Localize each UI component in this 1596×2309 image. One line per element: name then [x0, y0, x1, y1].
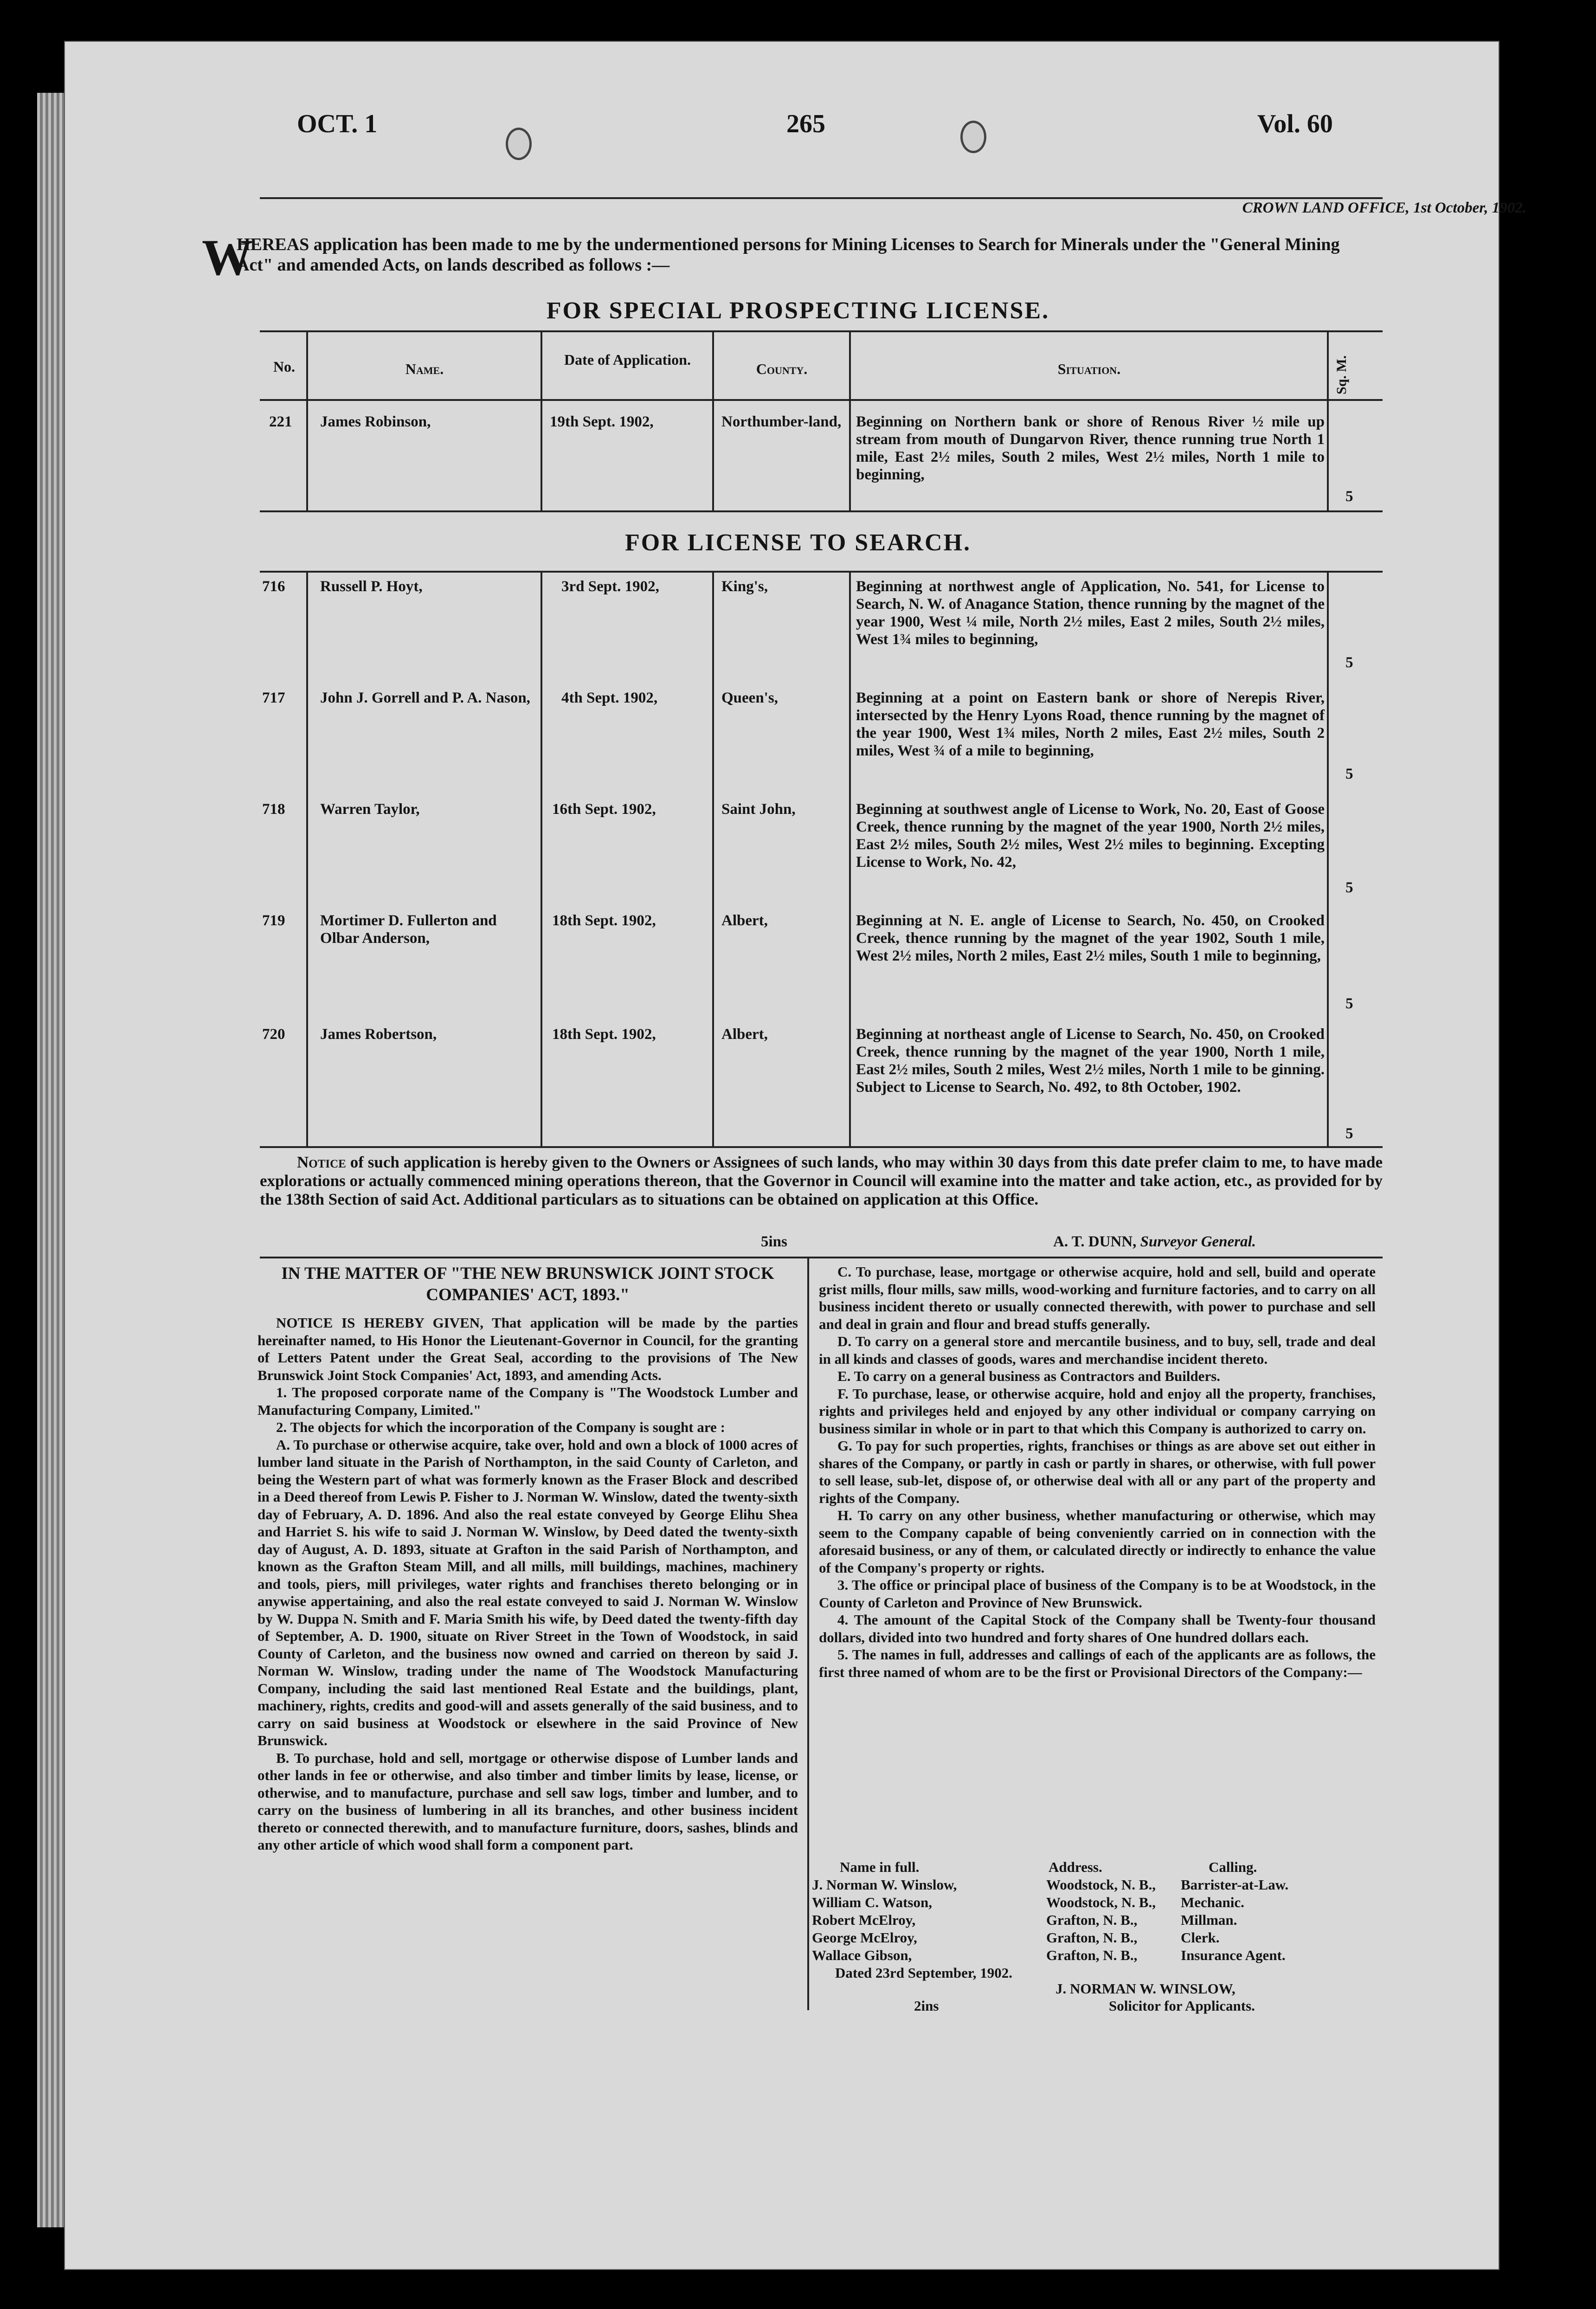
applicant-name: J. Norman W. Winslow,: [812, 1877, 957, 1893]
notice-paragraph: [260, 1153, 1383, 1209]
application-date: 18th Sept. 1902,: [552, 1026, 656, 1043]
square-miles: 5: [1345, 766, 1353, 782]
applicant-name: Russell P. Hoyt,: [320, 578, 423, 595]
situation-text: Beginning at southwest angle of License to Work, No. 20, East of Goose Creek, thence running by the magnet of the year 1900, North 2½ miles, East 2½ miles, South 2½ miles, West 2½ miles to beginning. Excepting License to Work, No. 42,: [856, 801, 1325, 871]
row-number: 221: [269, 413, 292, 430]
notice-paragraph: H. To carry on any other business, whether manufacturing or otherwise, which may seem to the Company capable of being conveniently carried on in connection with the aforesaid business, or any of them, or calculated directly or indirectly to enhance the value of the Company's property or rights.: [819, 1507, 1376, 1576]
crown-land-office-dateline: CROWN LAND OFFICE, 1st October, 1902.: [1242, 200, 1526, 216]
applicants-list: [812, 1858, 1383, 1982]
square-miles: 5: [1345, 1125, 1353, 1142]
column-rule: [712, 571, 714, 1146]
applicant-address: Grafton, N. B.,: [1046, 1929, 1138, 1946]
applicants-header-row: [812, 1858, 1383, 1876]
applicant-calling: Insurance Agent.: [1181, 1947, 1286, 1963]
square-miles: 5: [1345, 995, 1353, 1012]
solicitor-name: J. NORMAN W. WINSLOW,: [1055, 1980, 1236, 1997]
situation-text: Beginning at N. E. angle of License to Search, No. 450, on Crooked Creek, thence running by the magnet of the year 1902, South 1 mile, West 2½ miles, North 2 miles, East 2½ miles, South 1 mile to beginning,: [856, 912, 1325, 964]
applicant-calling: Millman.: [1181, 1912, 1237, 1928]
column-header-sq-m: Sq. M.: [1334, 355, 1349, 394]
notice-paragraph: 4. The amount of the Capital Stock of the Company shall be Twenty-four thousand dollars, divided into two hundred and forty shares of One hundred dollars each.: [819, 1612, 1376, 1645]
application-date: 19th Sept. 1902,: [550, 413, 654, 430]
applicant-name: William C. Watson,: [812, 1894, 932, 1910]
column-rule: [1327, 571, 1329, 1146]
notice-text: of such application is hereby given to the Owners or Assignees of such lands, who may within 30 days from this date prefer claim to me, to have made explorations or actually commenced mining operations thereon, that the Governor in Council will examine into the matter and take action, etc., as provided for by the 138th Section of said Act. Additional particulars as to situations can be obtained on application at this Office.: [260, 1153, 1383, 1208]
table-rule: [260, 1146, 1383, 1148]
county: Saint John,: [721, 801, 796, 818]
notice-paragraph: 3. The office or principal place of business of the Company is to be at Woodstock, in the County of Carleton and Province of New Brunswick.: [819, 1577, 1376, 1611]
situation-text: Beginning at northwest angle of Application, No. 541, for License to Search, N. W. of Anagance Station, thence running by the magnet of the year 1900, West ¼ mile, North 2½ miles, East 2 miles, South 2½ miles, West 1¾ miles to beginning,: [856, 578, 1325, 648]
signer-title: Surveyor General.: [1140, 1233, 1256, 1250]
applicant-name: Robert McElroy,: [812, 1912, 916, 1928]
county: Albert,: [721, 1026, 768, 1043]
company-notice-heading: IN THE MATTER OF "THE NEW BRUNSWICK JOINT STOCK COMPANIES' ACT, 1893.": [281, 1264, 774, 1304]
column-rule: [849, 330, 851, 512]
applicant-address: Woodstock, N. B.,: [1046, 1877, 1156, 1893]
county: Albert,: [721, 912, 768, 929]
header-address: Address.: [1049, 1859, 1102, 1875]
column-rule: [712, 330, 714, 512]
situation-text: Beginning at northeast angle of License to Search, No. 450, on Crooked Creek, thence running by the magnet of the year 1900, North 1 mile, East 2½ miles, South 2 miles, West 2½ miles, North 1 mile to be ginning. Subject to License to Search, No. 492, to 8th October, 1902.: [856, 1026, 1325, 1096]
column-rule: [306, 571, 308, 1146]
column-rule: [849, 571, 851, 1146]
insertion-count: 5ins: [761, 1233, 787, 1250]
square-miles: 5: [1345, 654, 1353, 671]
page-number: 265: [786, 110, 825, 138]
applicant-calling: Mechanic.: [1181, 1894, 1244, 1910]
row-number: 717: [262, 690, 285, 706]
table-rule: [260, 330, 1383, 332]
special-license-title: FOR SPECIAL PROSPECTING LICENSE.: [546, 297, 1050, 324]
county: King's,: [721, 578, 768, 595]
county: Northumber-land,: [721, 413, 842, 430]
company-notice-right-column: [819, 1263, 1376, 1681]
signature-block: [1053, 1233, 1256, 1251]
application-date: 18th Sept. 1902,: [552, 912, 656, 929]
header-date: OCT. 1: [297, 110, 378, 138]
notice-paragraph: 2. The objects for which the incorporation of the Company is sought are :: [276, 1419, 725, 1435]
binding-hole: [960, 121, 986, 153]
applicant-address: Grafton, N. B.,: [1046, 1947, 1138, 1963]
column-header-no: No.: [273, 358, 296, 375]
table-rule: [260, 399, 1383, 401]
applicant-address: Grafton, N. B.,: [1046, 1912, 1138, 1928]
volume-number: Vol. 60: [1257, 110, 1333, 138]
drop-cap: W: [202, 229, 253, 286]
header-name: Name in full.: [840, 1859, 920, 1875]
applicant-row: [812, 1929, 1383, 1947]
column-rule: [541, 330, 542, 512]
applicant-row: [812, 1894, 1383, 1911]
column-header-county: County.: [756, 361, 808, 377]
signer-name: A. T. DUNN,: [1053, 1233, 1137, 1250]
company-notice-left-column: [257, 1263, 798, 1854]
column-header-name: Name.: [405, 361, 444, 377]
column-rule: [306, 330, 308, 512]
notice-paragraph: NOTICE IS HEREBY GIVEN, That application will be made by the parties hereinafter named, to His Honor the Lieutenant-Governor in Council, for the granting of Letters Patent under the Great Seal, according to the provisions of The New Brunswick Joint Stock Companies' Act, 1893, and amending Acts.: [257, 1315, 798, 1383]
applicant-row: [812, 1876, 1383, 1894]
notice-paragraph: 5. The names in full, addresses and callings of each of the applicants are as follows, the first three named of whom are to be the first or Provisional Directors of the Company:—: [819, 1646, 1376, 1680]
dated-line: [812, 1964, 1383, 1982]
applicant-name: James Robertson,: [320, 1026, 437, 1043]
column-divider: [807, 1258, 809, 2010]
notice-paragraph: E. To carry on a general business as Contractors and Builders.: [837, 1368, 1221, 1384]
notice-paragraph: D. To carry on a general store and mercantile business, and to buy, sell, trade and deal in all kinds and classes of goods, wares and merchandise incident thereto.: [819, 1333, 1376, 1367]
applicant-name: Warren Taylor,: [320, 801, 420, 818]
applicant-calling: Barrister-at-Law.: [1181, 1877, 1289, 1893]
applicant-name: George McElroy,: [812, 1929, 917, 1946]
square-miles: 5: [1345, 879, 1353, 896]
notice-paragraph: G. To pay for such properties, rights, franchises or things as are above set out either in shares of the Company, or partly in cash or partly in shares, or otherwise, with full power to sell lease, sub-let, dispose of, or otherwise deal with all or any part of the property and rights of the Company.: [819, 1438, 1376, 1506]
application-date: 3rd Sept. 1902,: [561, 578, 659, 595]
column-header-date: Date of Application.: [564, 351, 691, 368]
insertion-count: 2ins: [914, 1998, 939, 2014]
applicant-row: [812, 1947, 1383, 1964]
row-number: 719: [262, 912, 285, 929]
county: Queen's,: [721, 690, 778, 706]
header-rule: [260, 197, 1383, 199]
dated-text: Dated 23rd September, 1902.: [835, 1965, 1013, 1981]
column-header-situation: Situation.: [1057, 361, 1121, 377]
applicant-row: [812, 1911, 1383, 1929]
application-date: 4th Sept. 1902,: [561, 690, 658, 706]
application-date: 16th Sept. 1902,: [552, 801, 656, 818]
applicant-calling: Clerk.: [1181, 1929, 1220, 1946]
row-number: 718: [262, 801, 285, 818]
notice-paragraph: 1. The proposed corporate name of the Company is "The Woodstock Lumber and Manufacturing Company, Limited.": [257, 1384, 798, 1418]
column-rule: [541, 571, 542, 1146]
column-rule: [1327, 330, 1329, 512]
table-rule: [260, 571, 1383, 573]
section-rule: [260, 1257, 1383, 1258]
binding-hole: [506, 128, 532, 160]
situation-text: Beginning at a point on Eastern bank or shore of Nerepis River, intersected by the Henry Lyons Road, thence running by the magnet of the year 1900, West 1¾ miles, North 2 miles, East 2½ miles, South 2 miles, West ¾ of a mile to beginning,: [856, 690, 1325, 759]
row-number: 720: [262, 1026, 285, 1043]
notice-paragraph: C. To purchase, lease, mortgage or otherwise acquire, hold and sell, build and operate grist mills, flour mills, saw mills, wood-working and furniture factories, and to carry on all business incident thereto or usually connected therewith, with power to purchase and sell and deal in grain and flour and bread stuffs generally.: [819, 1264, 1376, 1332]
applicant-name: Mortimer D. Fullerton and Olbar Anderson,: [320, 912, 497, 947]
row-number: 716: [262, 578, 285, 595]
intro-text: HEREAS application has been made to me by the undermentioned persons for Mining Licenses to Search for Minerals under the "General Mining Act" and amended Acts, on lands described as follows :—: [237, 235, 1340, 275]
square-miles: 5: [1345, 488, 1353, 505]
situation-text: Beginning on Northern bank or shore of Renous River ½ mile up stream from mouth of Dungarvon River, thence running true North 1 mile, East 2½ miles, South 2 miles, West 2½ miles, North 1 mile to beginning,: [856, 413, 1325, 483]
notice-paragraph: B. To purchase, hold and sell, mortgage or otherwise dispose of Lumber lands and other lands in fee or otherwise, and also timber and timber limits by lease, license, or otherwise, and to manufacture, purchase and sell saw logs, timber and lumber, and to carry on the business of lumbering in all its branches, and other business incident thereto or connected therewith, and to manufacture furniture, doors, sashes, blinds and any other article of which wood shall form a component part.: [257, 1749, 798, 1853]
header-calling: Calling.: [1209, 1859, 1257, 1875]
table-rule: [260, 510, 1383, 512]
applicant-name: Wallace Gibson,: [812, 1947, 912, 1963]
notice-paragraph: A. To purchase or otherwise acquire, take over, hold and own a block of 1000 acres of lumber land situate in the Parish of Northampton, in the said County of Carleton, and being the Western part of what was formerly known as the Fraser Block and described in a Deed thereof from Lewis P. Fisher to J. Norman W. Winslow, dated the twenty-sixth day of February, A. D. 1896. And also the real estate conveyed by George Elihu Shea and Harriet S. his wife to said J. Norman W. Winslow, by Deed dated the twenty-sixth day of August, A. D. 1893, situate at Grafton in the said Parish of Northampton, and known as the Grafton Steam Mill, and all mills, mill buildings, machines, machinery and tools, piers, mill privileges, water rights and franchises thereto belonging or in anywise appertaining, and also the real estate conveyed to said J. Norman W. Winslow by W. Duppa N. Smith and F. Maria Smith his wife, by Deed dated the twenty-fifth day of September, A. D. 1900, situate on River Street in the Town of Woodstock, in said County of Carleton, and the business now owned and carried on thereon by said J. Norman W. Winslow, trading under the name of The Woodstock Manufacturing Company, including the said last mentioned Real Estate and the buildings, plant, machinery, rights, credits and good-will and assets generally of the said business, and to carry on said business at Woodstock or elsewhere in the said Province of New Brunswick.: [257, 1436, 798, 1748]
notice-paragraph: F. To purchase, lease, or otherwise acquire, hold and enjoy all the property, franchises, rights and privileges held and enjoyed by any other individual or company carrying on business similar in whole or in part to that which this Company is authorized to carry on.: [819, 1385, 1376, 1437]
solicitor-title: Solicitor for Applicants.: [1109, 1998, 1255, 2014]
notice-lead: Notice: [297, 1153, 346, 1171]
applicant-name: John J. Gorrell and P. A. Nason,: [320, 690, 530, 706]
applicant-address: Woodstock, N. B.,: [1046, 1894, 1156, 1910]
applicant-name: James Robinson,: [320, 413, 431, 430]
license-to-search-title: FOR LICENSE TO SEARCH.: [624, 529, 972, 556]
